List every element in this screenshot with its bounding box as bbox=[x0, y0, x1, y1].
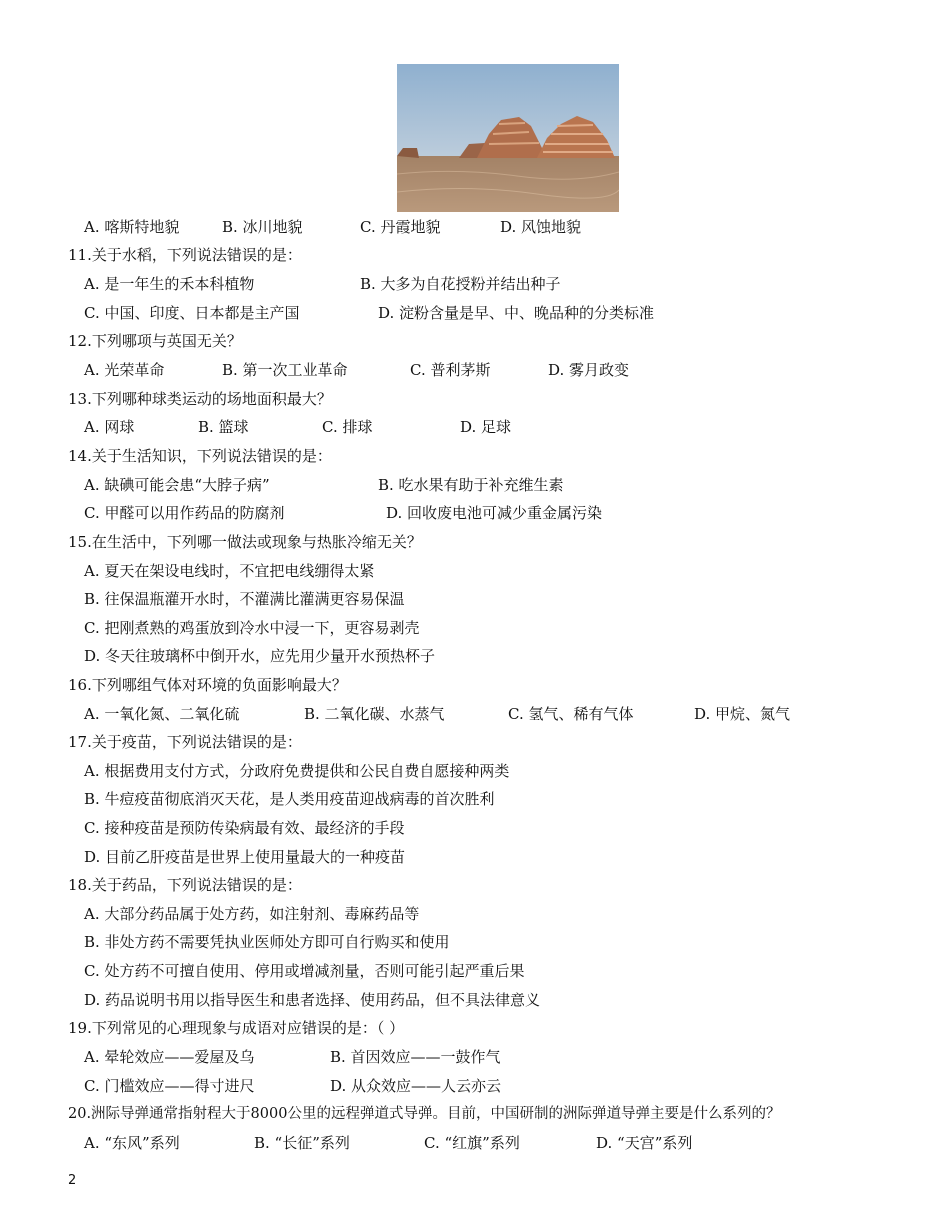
q13-option-c: C. 排球 bbox=[322, 418, 373, 436]
q10-option-a: A. 喀斯特地貌 bbox=[84, 218, 180, 236]
q19-option-b: B. 首因效应——一鼓作气 bbox=[330, 1048, 501, 1066]
q16-option-c: C. 氢气、稀有气体 bbox=[508, 705, 634, 723]
q10-option-c: C. 丹霞地貌 bbox=[360, 218, 441, 236]
q12-stem: 12.下列哪项与英国无关？ bbox=[68, 332, 242, 350]
q16-option-a: A. 一氧化氮、二氧化硫 bbox=[84, 705, 240, 723]
q16-stem: 16.下列哪组气体对环境的负面影响最大？ bbox=[68, 676, 347, 694]
q17-option-c: C. 接种疫苗是预防传染病最有效、最经济的手段 bbox=[84, 819, 405, 837]
q14-option-c: C. 甲醛可以用作药品的防腐剂 bbox=[84, 504, 285, 522]
q17-option-a: A. 根据费用支付方式，分政府免费提供和公民自费自愿接种两类 bbox=[84, 762, 510, 780]
q16-option-b: B. 二氧化碳、水蒸气 bbox=[304, 705, 445, 723]
q19-option-a: A. 晕轮效应——爱屋及乌 bbox=[84, 1048, 255, 1066]
q18-option-c: C. 处方药不可擅自使用、停用或增减剂量，否则可能引起严重后果 bbox=[84, 962, 525, 980]
q15-option-b: B. 往保温瓶灌开水时，不灌满比灌满更容易保温 bbox=[84, 590, 405, 608]
q12-option-a: A. 光荣革命 bbox=[84, 361, 165, 379]
q15-option-a: A. 夏天在架设电线时，不宜把电线绷得太紧 bbox=[84, 562, 375, 580]
q12-option-c: C. 普利茅斯 bbox=[410, 361, 491, 379]
q12-option-b: B. 第一次工业革命 bbox=[222, 361, 348, 379]
q18-option-b: B. 非处方药不需要凭执业医师处方即可自行购买和使用 bbox=[84, 933, 450, 951]
q13-option-a: A. 网球 bbox=[84, 418, 135, 436]
q10-option-b: B. 冰川地貌 bbox=[222, 218, 303, 236]
q10-option-d: D. 风蚀地貌 bbox=[500, 218, 582, 236]
q14-option-b: B. 吃水果有助于补充维生素 bbox=[378, 476, 564, 494]
q20-stem: 20.洲际导弹通常指射程大于8000公里的远程弹道式导弹。目前，中国研制的洲际弹道导弹主要是什么系列的？ bbox=[68, 1106, 781, 1122]
page-number: 2 bbox=[68, 1173, 77, 1188]
q19-option-d: D. 从众效应——人云亦云 bbox=[330, 1077, 502, 1095]
q13-option-b: B. 篮球 bbox=[198, 418, 249, 436]
q18-option-a: A. 大部分药品属于处方药，如注射剂、毒麻药品等 bbox=[84, 905, 420, 923]
q15-option-c: C. 把刚煮熟的鸡蛋放到冷水中浸一下，更容易剥壳 bbox=[84, 619, 420, 637]
q15-option-d: D. 冬天往玻璃杯中倒开水，应先用少量开水预热杯子 bbox=[84, 647, 436, 665]
q11-stem: 11.关于水稻，下列说法错误的是： bbox=[68, 246, 302, 264]
q19-stem: 19.下列常见的心理现象与成语对应错误的是：（ ） bbox=[68, 1019, 405, 1037]
q15-stem: 15.在生活中，下列哪一做法或现象与热胀冷缩无关？ bbox=[68, 533, 422, 551]
q20-option-a: A. “东风”系列 bbox=[84, 1134, 180, 1152]
q20-option-c: C. “红旗”系列 bbox=[424, 1134, 520, 1152]
q19-option-c: C. 门槛效应——得寸进尺 bbox=[84, 1077, 255, 1095]
landform-photo bbox=[397, 64, 619, 212]
q17-option-d: D. 目前乙肝疫苗是世界上使用量最大的一种疫苗 bbox=[84, 848, 406, 866]
q16-option-d: D. 甲烷、氮气 bbox=[694, 705, 791, 723]
q18-option-d: D. 药品说明书用以指导医生和患者选择、使用药品，但不具法律意义 bbox=[84, 991, 541, 1009]
q18-stem: 18.关于药品，下列说法错误的是： bbox=[68, 876, 302, 894]
q11-option-d: D. 淀粉含量是早、中、晚品种的分类标准 bbox=[378, 304, 655, 322]
q11-option-a: A. 是一年生的禾本科植物 bbox=[84, 275, 255, 293]
q11-option-c: C. 中国、印度、日本都是主产国 bbox=[84, 304, 300, 322]
q14-stem: 14.关于生活知识，下列说法错误的是： bbox=[68, 447, 332, 465]
q13-option-d: D. 足球 bbox=[460, 418, 512, 436]
q12-option-d: D. 雾月政变 bbox=[548, 361, 630, 379]
q17-option-b: B. 牛痘疫苗彻底消灭天花，是人类用疫苗迎战病毒的首次胜利 bbox=[84, 790, 495, 808]
q14-option-a: A. 缺碘可能会患“大脖子病” bbox=[84, 476, 270, 494]
q20-option-d: D. “天宫”系列 bbox=[596, 1134, 693, 1152]
q20-option-b: B. “长征”系列 bbox=[254, 1134, 350, 1152]
q14-option-d: D. 回收废电池可减少重金属污染 bbox=[386, 504, 603, 522]
q11-option-b: B. 大多为自花授粉并结出种子 bbox=[360, 275, 561, 293]
q13-stem: 13.下列哪种球类运动的场地面积最大？ bbox=[68, 390, 332, 408]
q17-stem: 17.关于疫苗，下列说法错误的是： bbox=[68, 733, 302, 751]
